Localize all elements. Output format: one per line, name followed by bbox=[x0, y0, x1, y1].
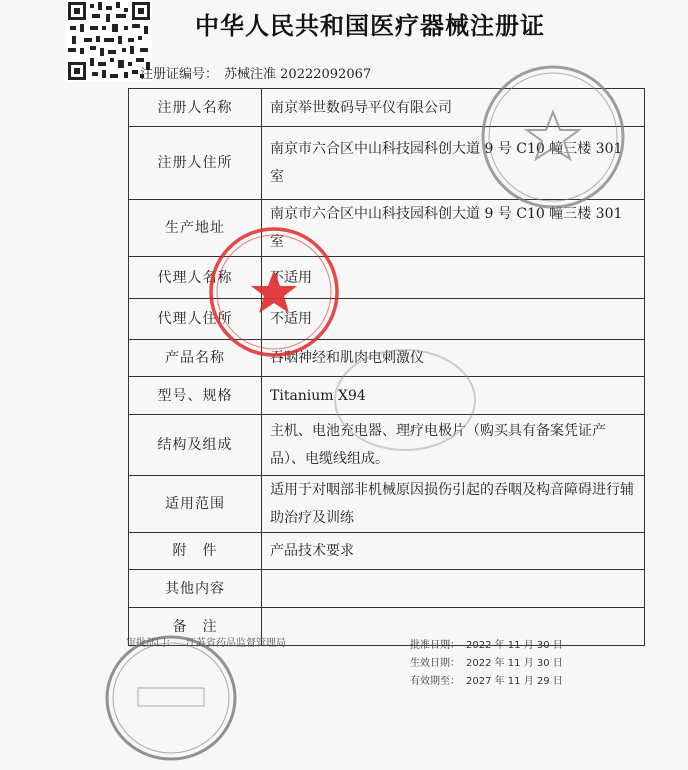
table-row bbox=[129, 476, 645, 533]
date-value: 2022 年 11 月 30 日 bbox=[466, 658, 563, 669]
effective-date bbox=[410, 655, 563, 673]
field-label: 结构及组成 bbox=[129, 415, 262, 476]
table-row bbox=[129, 257, 645, 299]
field-label: 产品名称 bbox=[129, 340, 262, 377]
approval-date bbox=[410, 637, 563, 655]
field-value: 适用于对咽部非机械原因损伤引起的吞咽及构音障碍进行辅助治疗及训练 bbox=[262, 476, 645, 533]
field-value: 吞咽神经和肌肉电刺激仪 bbox=[262, 340, 645, 377]
field-label: 注册人住所 bbox=[129, 127, 262, 200]
registration-number bbox=[140, 64, 377, 86]
issuer-name: 江苏省药品监督管理局 bbox=[186, 638, 286, 649]
date-value: 2027 年 11 月 29 日 bbox=[466, 676, 563, 687]
field-value: 不适用 bbox=[262, 299, 645, 340]
table-row bbox=[129, 299, 645, 340]
field-value: 南京举世数码导平仪有限公司 bbox=[262, 89, 645, 127]
field-value: 不适用 bbox=[262, 257, 645, 299]
registration-number-value: 苏械注准 20222092067 bbox=[224, 67, 372, 82]
issuing-authority bbox=[126, 634, 296, 649]
field-label: 附 件 bbox=[129, 533, 262, 570]
field-label: 适用范围 bbox=[129, 476, 262, 533]
date-label: 有效期至： bbox=[410, 676, 460, 687]
field-value: 南京市六合区中山科技园科创大道 9 号 C10 幢三楼 301 室 bbox=[262, 200, 645, 257]
table-row bbox=[129, 533, 645, 570]
field-value: Titanium X94 bbox=[262, 377, 645, 415]
date-value: 2022 年 11 月 30 日 bbox=[466, 640, 563, 651]
field-label: 备 注 bbox=[129, 608, 262, 646]
field-label: 代理人名称 bbox=[129, 257, 262, 299]
field-label: 代理人住所 bbox=[129, 299, 262, 340]
document-title: 中华人民共和国医疗器械注册证 bbox=[195, 12, 545, 40]
field-value: 南京市六合区中山科技园科创大道 9 号 C10 幢三楼 301 室 bbox=[262, 127, 645, 200]
faint-seal-stamp bbox=[330, 345, 480, 455]
field-value bbox=[262, 570, 645, 608]
field-value: 产品技术要求 bbox=[262, 533, 645, 570]
field-label: 生产地址 bbox=[129, 200, 262, 257]
company-seal-stamp bbox=[478, 62, 628, 212]
expiry-date bbox=[410, 673, 563, 691]
table-row bbox=[129, 570, 645, 608]
date-block bbox=[410, 637, 563, 691]
field-label: 型号、规格 bbox=[129, 377, 262, 415]
field-label: 其他内容 bbox=[129, 570, 262, 608]
authority-seal-stamp bbox=[102, 632, 240, 764]
registration-number-label: 注册证编号： bbox=[140, 67, 219, 82]
field-label: 注册人名称 bbox=[129, 89, 262, 127]
date-label: 生效日期： bbox=[410, 658, 460, 669]
date-label: 批准日期： bbox=[410, 640, 460, 651]
issuer-label: 审批部门： bbox=[126, 638, 176, 649]
field-value: 主机、电池充电器、理疗电极片（购买具有备案凭证产品）、电缆线组成。 bbox=[262, 415, 645, 476]
agent-seal-stamp bbox=[207, 225, 341, 359]
